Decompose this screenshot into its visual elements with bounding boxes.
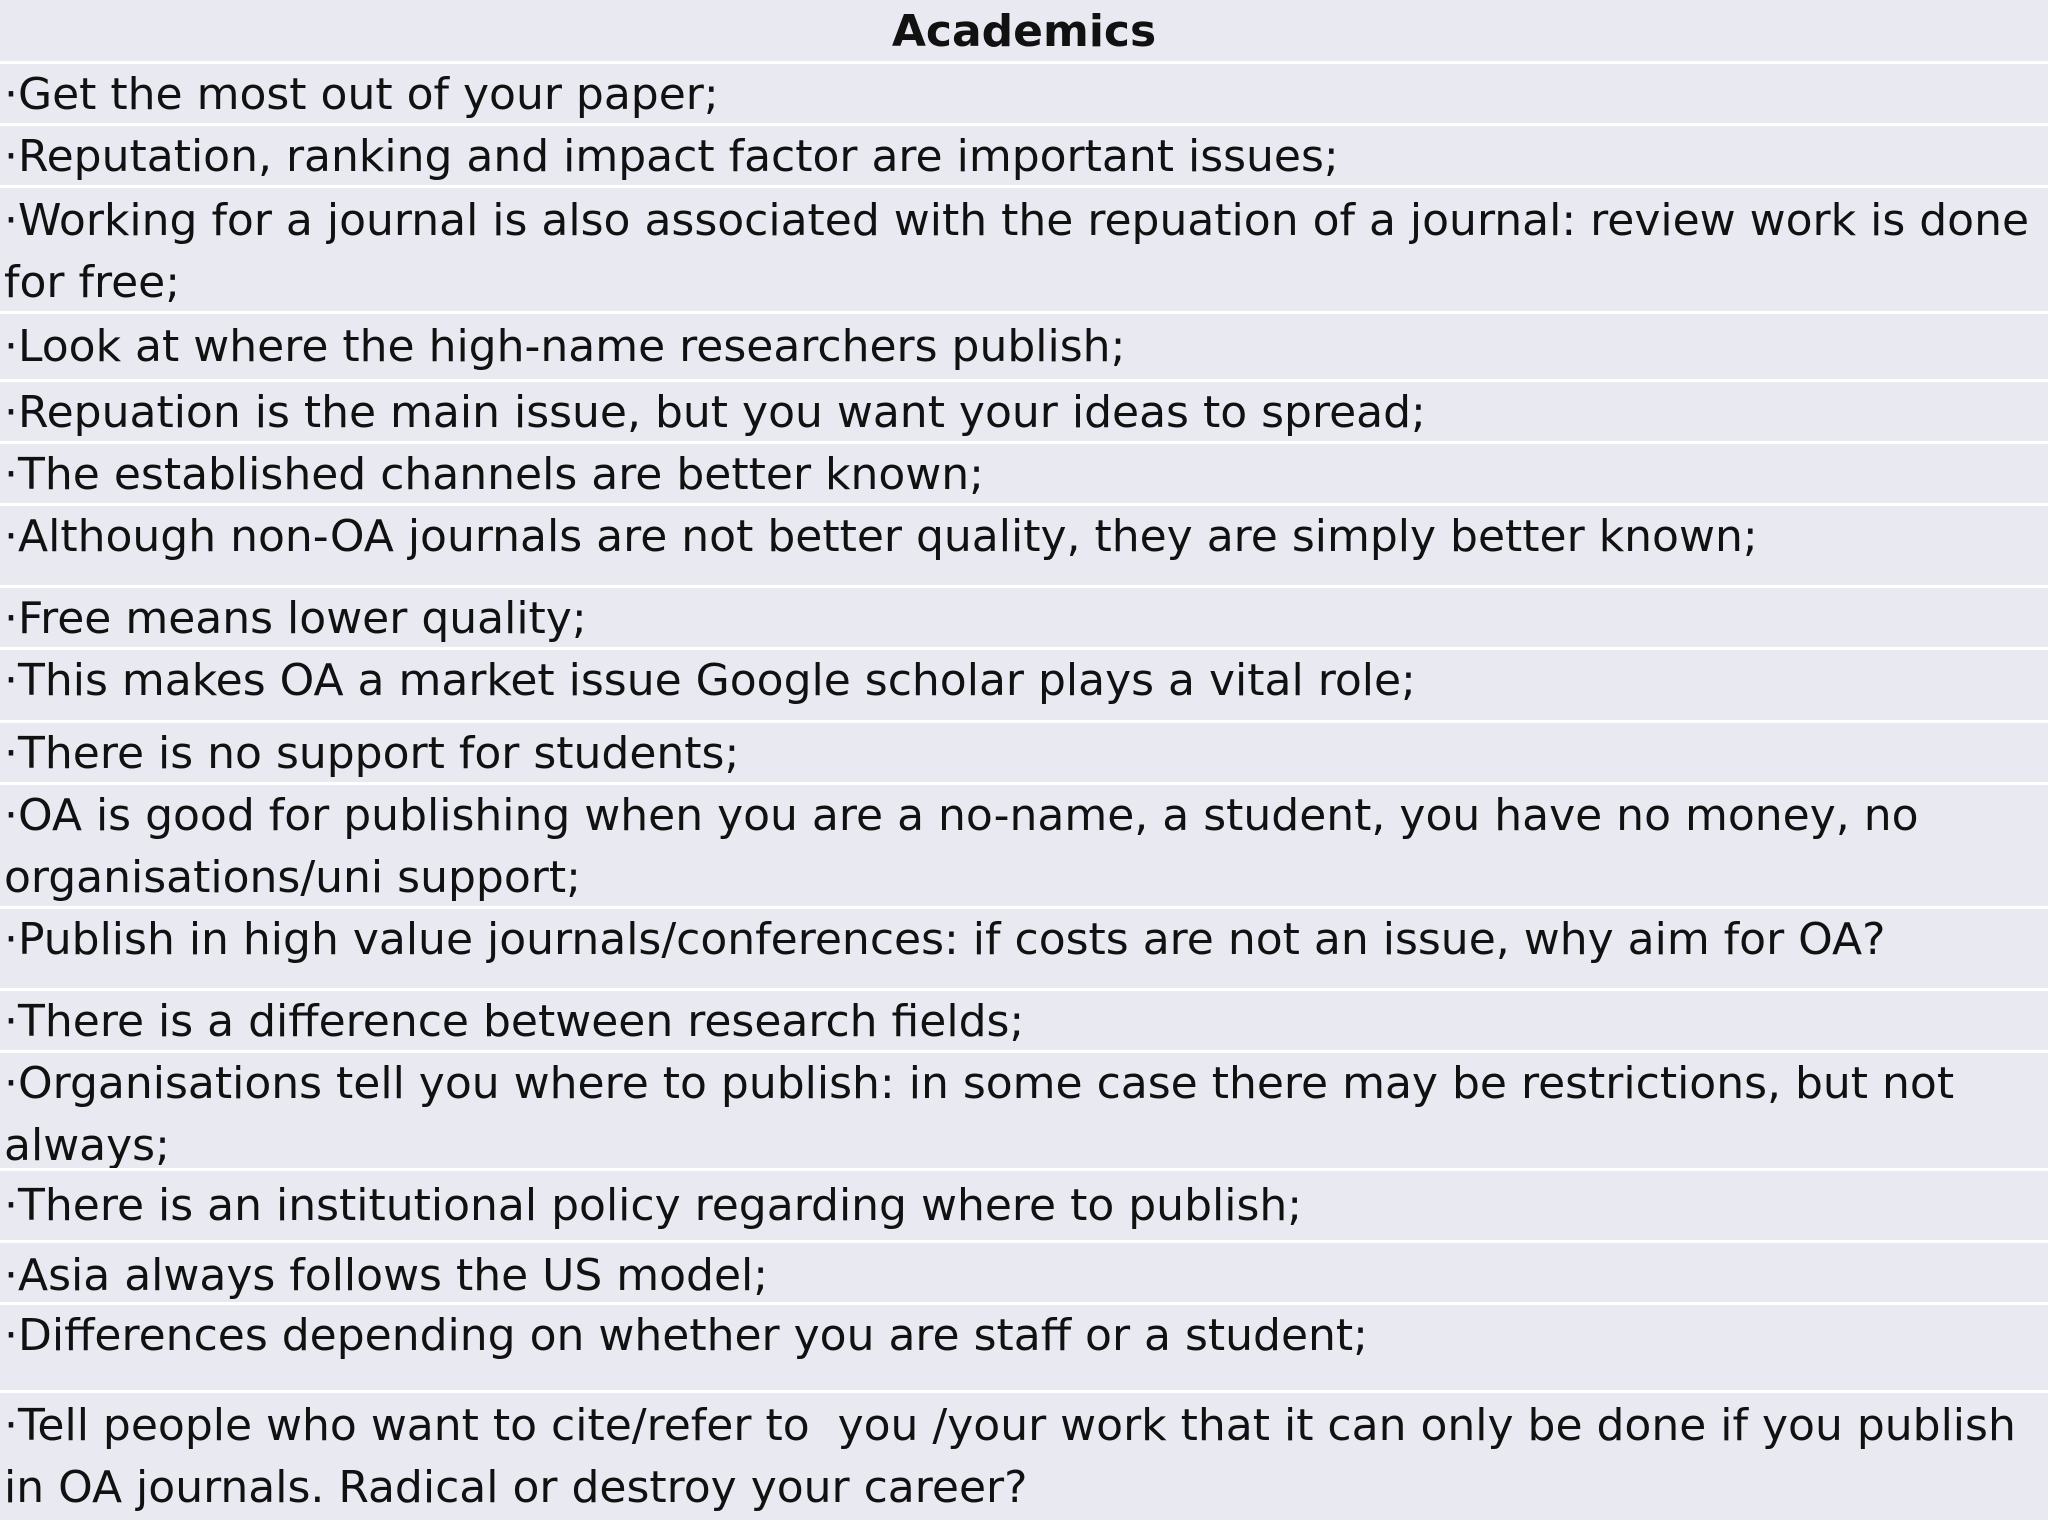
bullet: · xyxy=(4,1310,18,1361)
row-text: Although non-OA journals are not better quality, they are simply better known; xyxy=(18,511,1758,562)
row-text: Free means lower quality; xyxy=(18,593,587,644)
bullet: · xyxy=(4,728,18,779)
table-row xyxy=(0,1393,2048,1523)
table-row xyxy=(0,1171,2048,1243)
bullet: · xyxy=(4,69,18,120)
row-text: Organisations tell you where to publish: in some case there may be restrictions, but not always; xyxy=(4,1058,1969,1171)
row-text: Asia always follows the US model; xyxy=(18,1250,769,1301)
table-header: Academics xyxy=(0,0,2048,64)
bullet: · xyxy=(4,914,18,965)
row-text: There is no support for students; xyxy=(18,728,740,779)
table-row xyxy=(0,1053,2048,1171)
bullet: · xyxy=(4,511,18,562)
bullet: · xyxy=(4,1400,18,1451)
row-text: Reputation, ranking and impact factor are important issues; xyxy=(18,131,1339,182)
table-row xyxy=(0,64,2048,126)
row-text: Differences depending on whether you are staff or a student; xyxy=(18,1310,1368,1361)
table-row xyxy=(0,723,2048,785)
row-text: The established channels are better known; xyxy=(18,449,985,500)
bullet: · xyxy=(4,593,18,644)
row-text: Get the most out of your paper; xyxy=(18,69,719,120)
table-row xyxy=(0,650,2048,723)
table-row xyxy=(0,991,2048,1053)
table-row xyxy=(0,188,2048,314)
bullet: · xyxy=(4,195,18,246)
row-text: OA is good for publishing when you are a no-name, a student, you have no money, no organisations/uni support; xyxy=(4,790,1933,903)
bullet: · xyxy=(4,321,18,372)
row-text: Tell people who want to cite/refer to you /your work that it can only be done if you publish in OA journals. Radical or destroy your career? xyxy=(4,1400,2030,1513)
bullet: · xyxy=(4,387,18,438)
row-text: There is a difference between research fields; xyxy=(18,996,1025,1047)
table-row xyxy=(0,785,2048,909)
table-row xyxy=(0,1305,2048,1393)
table-row xyxy=(0,314,2048,382)
table-row xyxy=(0,909,2048,991)
bullet: · xyxy=(4,655,18,706)
bullet: · xyxy=(4,996,18,1047)
bullet: · xyxy=(4,131,18,182)
table-row xyxy=(0,382,2048,444)
row-text: There is an institutional policy regarding where to publish; xyxy=(18,1180,1303,1231)
row-text: Repuation is the main issue, but you want your ideas to spread; xyxy=(18,387,1426,438)
table-row xyxy=(0,126,2048,188)
bullet: · xyxy=(4,1180,18,1231)
row-text: Look at where the high-name researchers publish; xyxy=(18,321,1126,372)
bullet: · xyxy=(4,449,18,500)
table-row xyxy=(0,506,2048,588)
row-text: Publish in high value journals/conferences: if costs are not an issue, why aim for OA? xyxy=(18,914,1886,965)
table-row xyxy=(0,588,2048,650)
table-row xyxy=(0,444,2048,506)
row-text: Working for a journal is also associated with the repuation of a journal: review work is done for free; xyxy=(4,195,2044,308)
table-row xyxy=(0,1243,2048,1305)
row-text: This makes OA a market issue Google scholar plays a vital role; xyxy=(18,655,1416,706)
bullet: · xyxy=(4,1058,18,1109)
bullet: · xyxy=(4,1250,18,1301)
bullet: · xyxy=(4,790,18,841)
